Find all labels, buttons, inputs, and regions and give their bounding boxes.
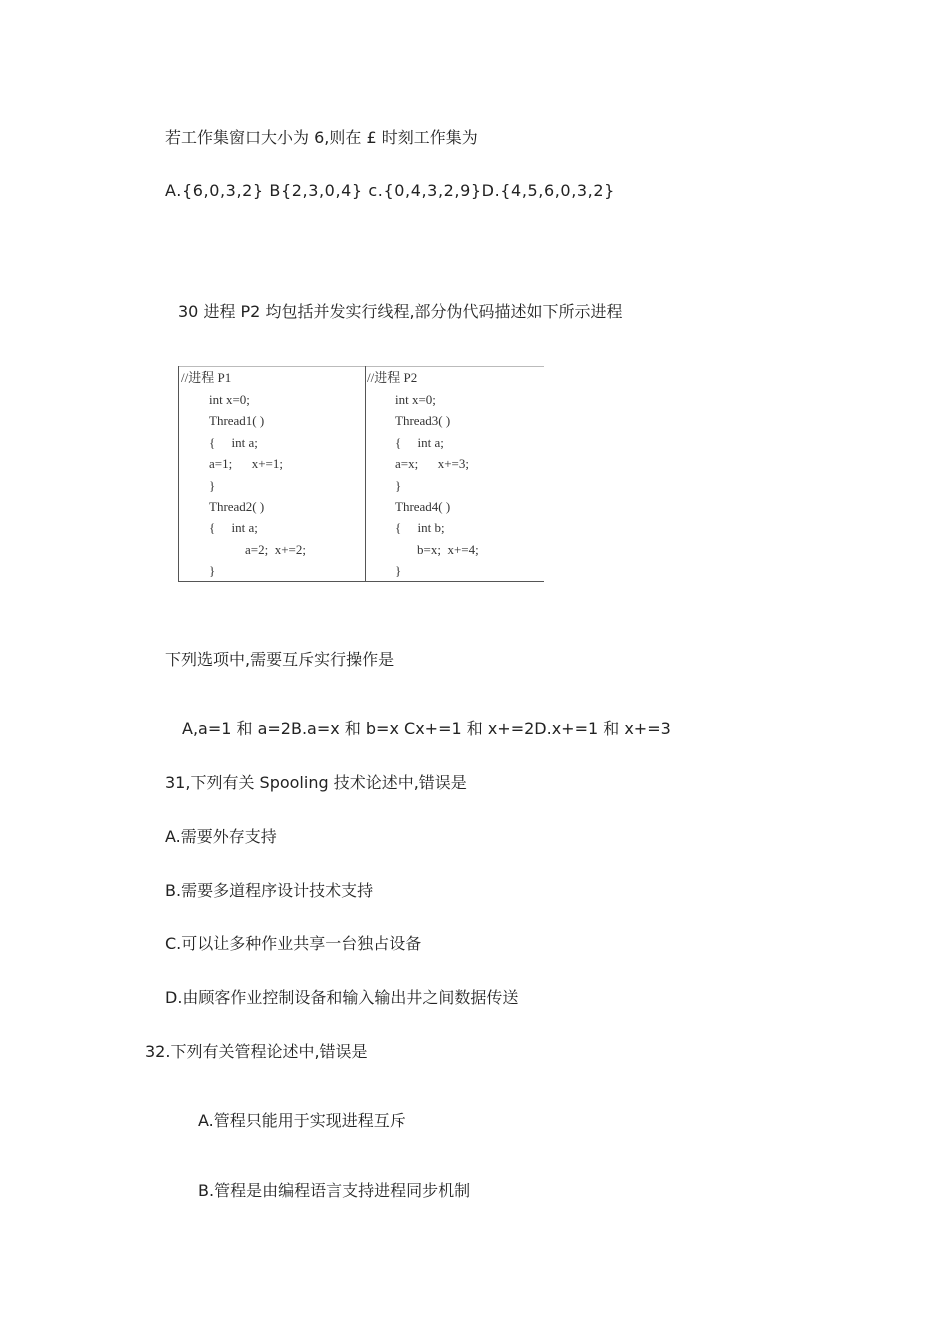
p1-line: }: [209, 563, 216, 578]
p1-line: }: [209, 478, 216, 493]
q32-option-a: A.管程只能用于实现进程互斥: [198, 1111, 406, 1130]
p1-line: { int a;: [209, 520, 258, 535]
p1-header: //进程 P1: [181, 370, 232, 385]
p2-line: int x=0;: [395, 392, 436, 407]
p2-line: { int a;: [395, 435, 444, 450]
p2-line: Thread4( ): [395, 499, 451, 514]
q31-option-d: D.由顾客作业控制设备和输入输出井之间数据传送: [165, 988, 519, 1007]
p1-line: a=2; x+=2;: [245, 542, 306, 557]
q29-stem: 若工作集窗口大小为 6,则在 £ 时刻工作集为: [165, 128, 478, 147]
p2-line: Thread3( ): [395, 413, 451, 428]
q32-option-b: B.管程是由编程语言支持进程同步机制: [198, 1181, 471, 1200]
p2-header: //进程 P2: [367, 370, 418, 385]
p2-line: { int b;: [395, 520, 445, 535]
q30-question: 下列选项中,需要互斥实行操作是: [165, 650, 395, 669]
p1-line: Thread2( ): [209, 499, 265, 514]
p2-line: }: [395, 478, 402, 493]
p2-line: b=x; x+=4;: [417, 542, 479, 557]
q31-option-c: C.可以让多种作业共享一台独占设备: [165, 934, 422, 953]
q30-stem: 30 进程 P2 均包括并发实行线程,部分伪代码描述如下所示进程: [178, 302, 623, 321]
q30-options: A,a=1 和 a=2B.a=x 和 b=x Cx+=1 和 x+=2D.x+=1 和 x+=3: [182, 719, 671, 738]
p2-line: }: [395, 563, 402, 578]
code-bottom-border: [178, 581, 544, 582]
q29-options: A.{6,0,3,2} B{2,3,0,4} c.{0,4,3,2,9}D.{4,5,6,0,3,2}: [165, 181, 615, 200]
p1-line: Thread1( ): [209, 413, 265, 428]
p1-line: { int a;: [209, 435, 258, 450]
code-column-p2: [365, 366, 543, 582]
q32-stem: 32.下列有关管程论述中,错误是: [145, 1042, 368, 1061]
q31-option-a: A.需要外存支持: [165, 827, 277, 846]
p1-line: int x=0;: [209, 392, 250, 407]
code-column-p1: [178, 366, 366, 582]
q31-stem: 31,下列有关 Spooling 技术论述中,错误是: [165, 773, 467, 792]
p1-line: a=1; x+=1;: [209, 456, 283, 471]
code-figure: [178, 366, 544, 584]
q31-option-b: B.需要多道程序设计技术支持: [165, 881, 374, 900]
p2-line: a=x; x+=3;: [395, 456, 469, 471]
